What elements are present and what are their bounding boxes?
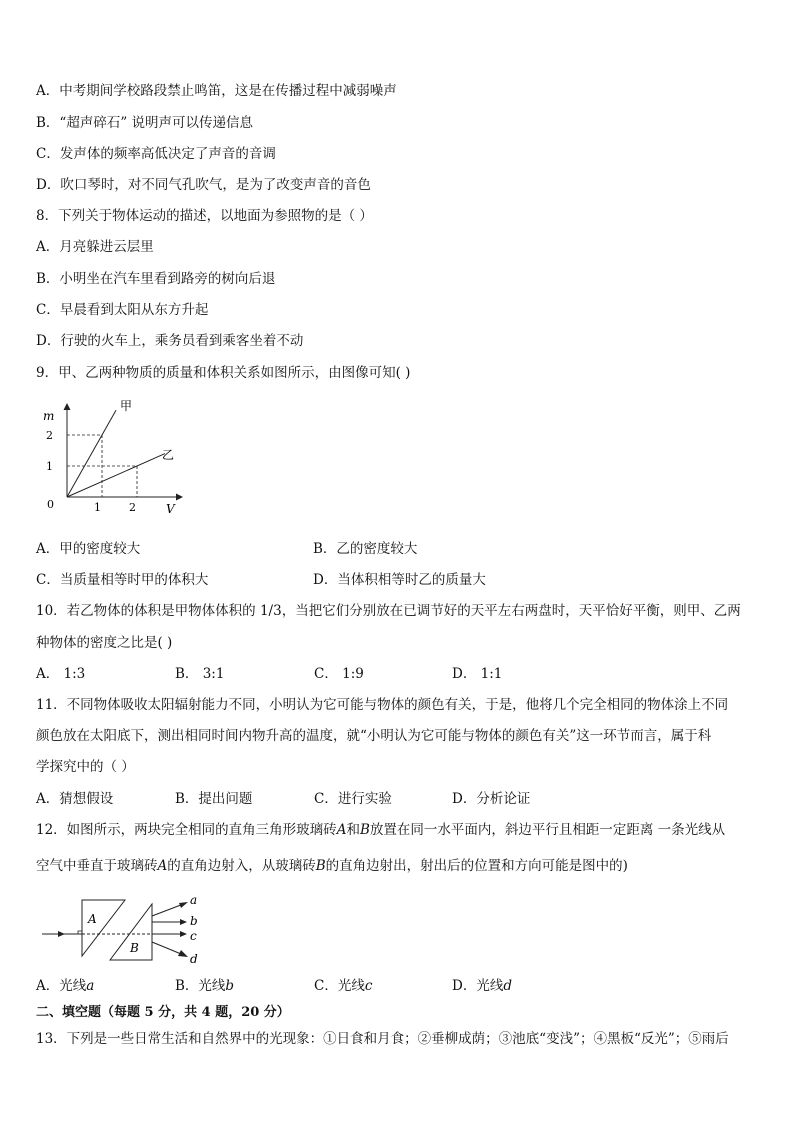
q11-line1: 11．不同物体吸收太阳辐射能力不同，小明认为它可能与物体的颜色有关，于是，他将几个完全相同的物体涂上不同	[36, 697, 729, 713]
q12-line2-pre: 空气中垂直于玻璃砖	[36, 858, 158, 874]
q8-stem: 8．下列关于物体运动的描述，以地面为参照物的是（ ）	[36, 208, 373, 224]
q10-option-b: B． 3:1	[175, 666, 225, 682]
q10-option-c: C． 1:9	[314, 666, 364, 682]
q12-var-b: B	[359, 822, 370, 838]
q12-line1-post: 放置在同一水平面内，斜边平行且相距一定距离 一条光线从	[369, 822, 726, 838]
q9-option-d: D．当体积相等时乙的质量大	[313, 572, 486, 588]
q8-option-b: B．小明坐在汽车里看到路旁的树向后退	[36, 271, 276, 287]
q12-var-a: A	[336, 822, 347, 838]
incident-arrow	[58, 931, 65, 937]
q13-line1: 13．下列是一些日常生活和自然界中的光现象：①日食和月食；②垂柳成荫；③池底“变浅”；④黑板“反光”；⑤雨后	[36, 1031, 729, 1047]
q9-mass-volume-graph	[40, 396, 190, 518]
q12-option-a	[36, 977, 94, 995]
ray-b-label: b	[190, 914, 198, 928]
q7-option-a: A．中考期间学校路段禁止鸣笛，这是在传播过程中减弱噪声	[36, 83, 397, 99]
q12-line1-pre: 12．如图所示，两块完全相同的直角三角形玻璃砖	[36, 822, 337, 838]
q11-option-a: A．猜想假设	[36, 791, 114, 807]
q7-option-c: C．发声体的频率高低决定了声音的音调	[36, 146, 276, 162]
ray-a-arrow	[179, 902, 188, 908]
q12-option-c-text: C．光线	[314, 978, 365, 994]
block-a-label: A	[88, 912, 97, 926]
q8-option-a: A．月亮躲进云层里	[36, 239, 154, 255]
q12-option-d-var: d	[503, 978, 512, 994]
ray-a-label: a	[190, 893, 198, 907]
q7-option-d: D．吹口琴时，对不同气孔吹气，是为了改变声音的音色	[36, 177, 371, 193]
x-tick-label: 1	[94, 501, 101, 514]
q12-line2-post: 的直角边射出，射出后的位置和方向可能是图中的)	[325, 858, 628, 874]
y-tick-label: 2	[46, 429, 53, 442]
q11-option-d: D．分析论证	[452, 791, 531, 807]
x-axis-label: V	[166, 502, 175, 516]
q11-line2: 颜色放在太阳底下，测出相同时间内物升高的温度，就“小明认为它可能与物体的颜色有关”这一环节而言，属于科	[36, 728, 712, 744]
q9-option-a: A．甲的密度较大	[36, 541, 141, 557]
q12-option-b-var: b	[225, 978, 235, 994]
q12-option-b-text: B．光线	[175, 978, 226, 994]
q10-stem-line2: 种物体的密度之比是( )	[36, 635, 173, 651]
line-label-jia: 甲	[120, 399, 133, 413]
q8-option-d: D．行驶的火车上，乘务员看到乘客坐着不动	[36, 333, 304, 349]
q12-var-a: A	[157, 858, 168, 874]
origin-label: 0	[47, 498, 54, 511]
y-axis-arrow	[64, 403, 71, 410]
q10-option-d: D． 1:1	[452, 666, 503, 682]
q12-option-c	[314, 977, 372, 995]
q12-line1-and: 和	[346, 822, 360, 838]
q10-option-a: A． 1:3	[36, 666, 86, 682]
q10-stem-line1: 10．若乙物体的体积是甲物体体积的 1/3，当把它们分别放在已调节好的天平左右两盘时，天平恰好平衡，则甲、乙两	[36, 603, 741, 619]
q11-option-c: C．进行实验	[314, 791, 392, 807]
line-yi	[67, 454, 165, 497]
q11-option-b: B．提出问题	[175, 791, 253, 807]
line-label-yi: 乙	[162, 448, 175, 462]
ray-d-arrow	[178, 950, 188, 957]
q12-option-a-text: A．光线	[36, 978, 87, 994]
q9-option-c: C．当质量相等时甲的体积大	[36, 572, 209, 588]
line-jia	[67, 410, 116, 497]
q12-line1	[36, 821, 725, 839]
block-b-label: B	[130, 941, 139, 955]
q12-line2	[36, 857, 628, 875]
q8-option-c: C．早晨看到太阳从东方升起	[36, 302, 209, 318]
q12-option-d-text: D．光线	[452, 978, 504, 994]
q12-var-b: B	[315, 858, 326, 874]
y-tick-label: 1	[46, 460, 53, 473]
x-axis-arrow	[176, 494, 183, 501]
q12-option-b	[175, 977, 234, 995]
q12-option-d	[452, 977, 512, 995]
ray-c-arrow	[180, 931, 187, 937]
q12-line2-mid: 的直角边射入，从玻璃砖	[167, 858, 316, 874]
q12-option-c-var: c	[364, 978, 373, 994]
q7-option-b: B．“超声碎石” 说明声可以传递信息	[36, 115, 254, 131]
q9-option-b: B．乙的密度较大	[313, 541, 418, 557]
q11-line3: 学探究中的（ ）	[36, 759, 135, 775]
glass-block-a	[82, 900, 125, 956]
section-2-title: 二、填空题（每题 5 分，共 4 题，20 分）	[36, 1005, 290, 1020]
ray-b-arrow	[180, 919, 187, 925]
y-axis-label: m	[43, 409, 55, 423]
q9-stem: 9．甲、乙两种物质的质量和体积关系如图所示，由图像可知( )	[36, 365, 411, 381]
x-tick-label: 2	[129, 501, 136, 514]
ray-c-label: c	[190, 929, 197, 943]
ray-d-label: d	[190, 952, 198, 966]
q12-option-a-var: a	[86, 978, 95, 994]
q12-glass-blocks-figure	[38, 890, 218, 970]
